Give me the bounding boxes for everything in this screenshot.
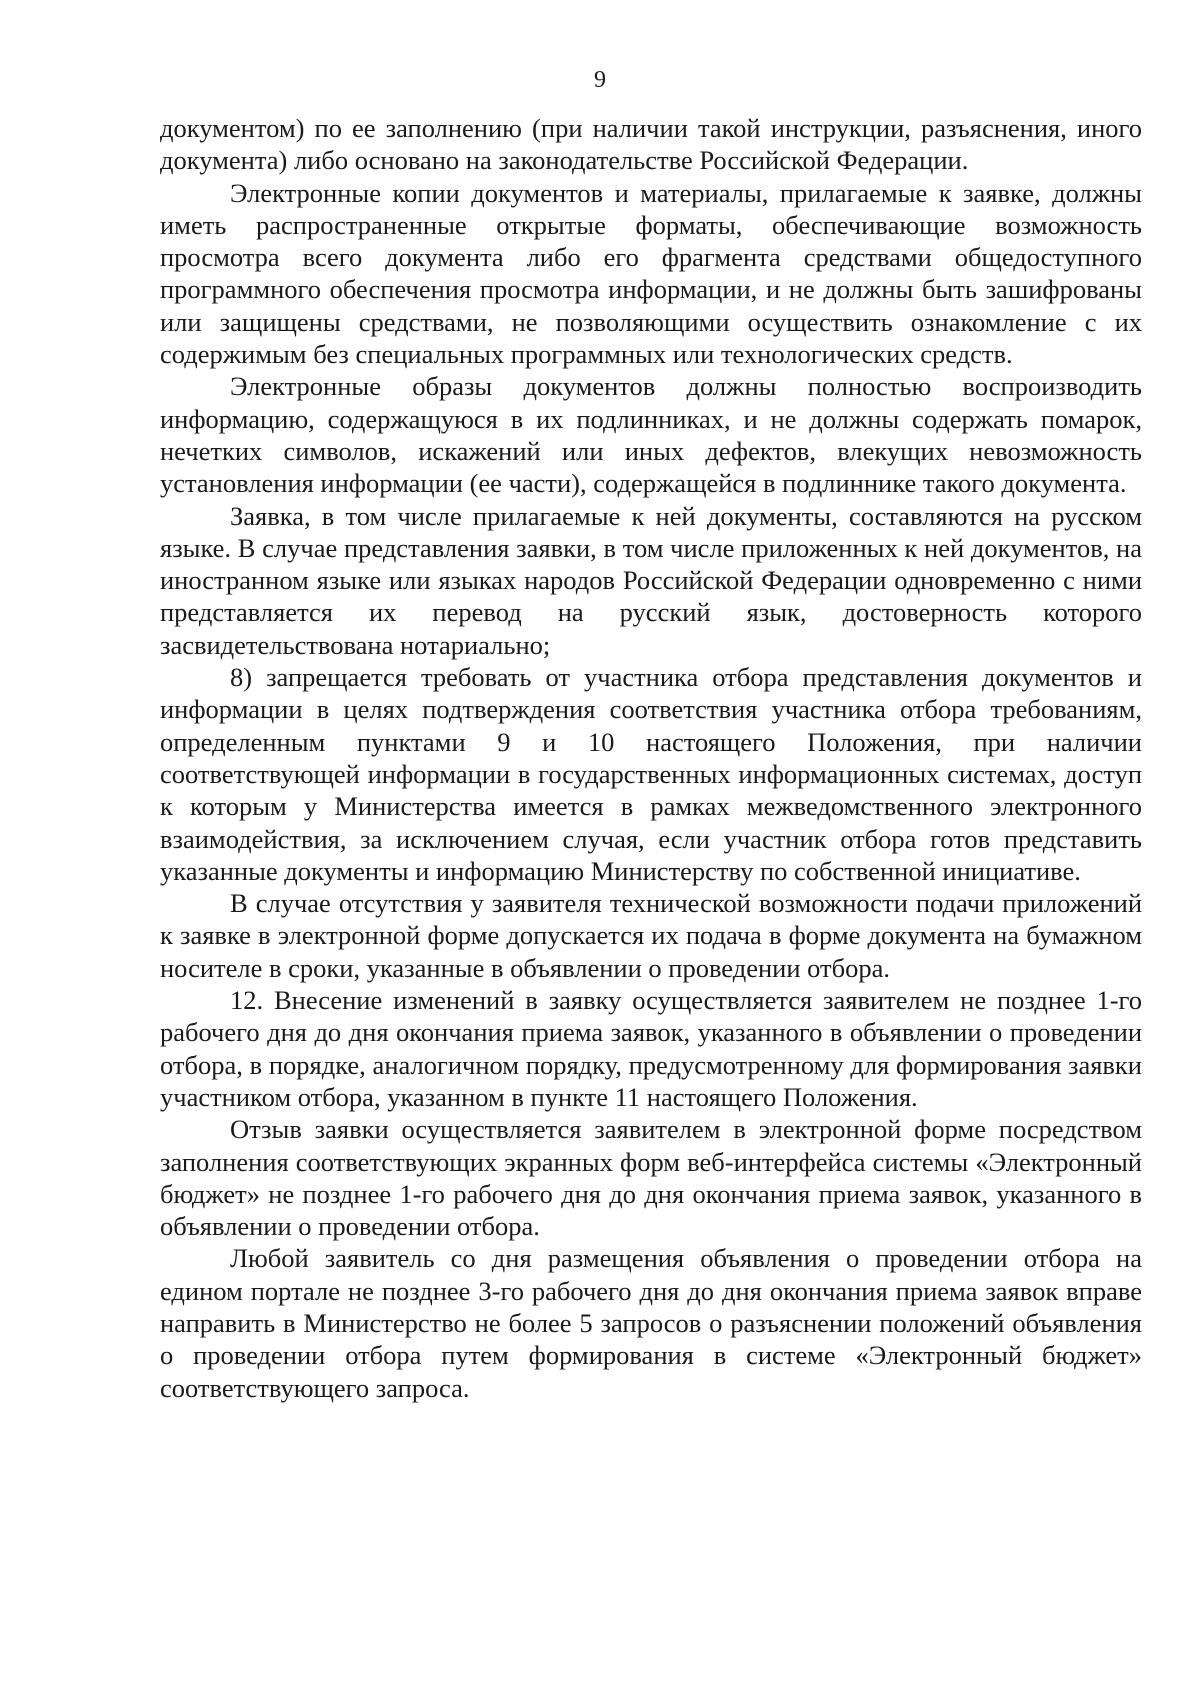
paragraph-1: документом) по ее заполнению (при наличии такой инструкции, разъяснения, иного документа) либо основано на законодательстве Российской Федерации. <box>160 113 1142 176</box>
paragraph-6: В случае отсутствия у заявителя технической возможности подачи приложений к заявке в электронной форме допускается их подача в форме документа на бумажном носителе в сроки, указанные в объявлении о проведении отбора. <box>160 888 1142 983</box>
page-number: 9 <box>594 67 606 93</box>
paragraph-4: Заявка, в том числе прилагаемые к ней документы, составляются на русском языке. В случае представления заявки, в том числе приложенных к ней документов, на иностранном языке или языках народов Российской Федерации одновременно с ними представляется их перевод на русский язык, достоверность которого засвидетельствована нотариально; <box>160 500 1142 660</box>
document-body <box>160 112 1142 1404</box>
paragraph-2: Электронные копии документов и материалы, прилагаемые к заявке, должны иметь распространенные открытые форматы, обеспечивающие возможность просмотра всего документа либо его фрагмента средствами общедоступного программного обеспечения просмотра информации, и не должны быть зашифрованы или защищены средствами, не позволяющими осуществить ознакомление с их содержимым без специальных программных или технологических средств. <box>160 177 1142 370</box>
paragraph-8: Отзыв заявки осуществляется заявителем в электронной форме посредством заполнения соответствующих экранных форм веб-интерфейса системы «Электронный бюджет» не позднее 1-го рабочего дня до дня окончания приема заявок, указанного в объявлении о проведении отбора. <box>160 1114 1142 1242</box>
paragraph-9: Любой заявитель со дня размещения объявления о проведении отбора на едином портале не позднее 3-го рабочего дня до дня окончания приема заявок вправе направить в Министерство не более 5 запросов о разъяснении положений объявления о проведении отбора путем формирования в системе «Электронный бюджет» соответствующего запроса. <box>160 1243 1142 1403</box>
paragraph-5: 8) запрещается требовать от участника отбора представления документов и информации в целях подтверждения соответствия участника отбора требованиям, определенным пунктами 9 и 10 настоящего Положения, при наличии соответствующей информации в государственных информационных системах, доступ к которым у Министерства имеется в рамках межведомственного электронного взаимодействия, за исключением случая, если участник отбора готов представить указанные документы и информацию Министерству по собственной инициативе. <box>160 662 1142 886</box>
paragraph-7: 12. Внесение изменений в заявку осуществляется заявителем не позднее 1-го рабочего дня до дня окончания приема заявок, указанного в объявлении о проведении отбора, в порядке, аналогичном порядку, предусмотренному для формирования заявки участником отбора, указанном в пункте 11 настоящего Положения. <box>160 985 1142 1112</box>
paragraph-3: Электронные образы документов должны полностью воспроизводить информацию, содержащуюся в их подлинниках, и не должны содержать помарок, нечетких символов, искажений или иных дефектов, влекущих невозможность установления информации (ее части), содержащейся в подлиннике такого документа. <box>160 371 1142 499</box>
